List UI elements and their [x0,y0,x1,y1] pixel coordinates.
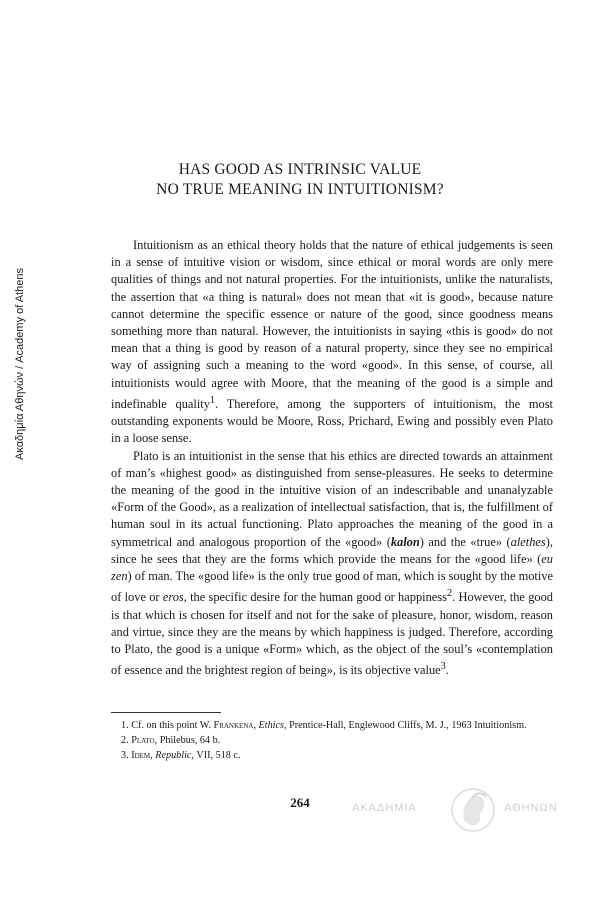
fn1-pre: 1. Cf. on this point W. [121,720,214,731]
term-eu-zen: eu zen [111,551,553,583]
fn2-post: , Philebus, 64 b. [154,735,221,746]
title-line-1: HAS GOOD AS INTRINSIC VALUE [178,161,422,178]
p2-text-g: . [445,663,449,678]
fn3-post: , VII, 518 c. [191,750,241,761]
footnotes [111,718,553,763]
watermark-text-left: ΑΚΑΔΗΜΙΑ [352,802,417,814]
article-body [111,237,553,679]
archive-side-label-text: Ακαδημία Αθηνών / Academy of Athens [14,267,26,460]
fn3-pre: 3. [121,750,132,761]
term-alethes: alethes [510,534,546,549]
footnote-2 [111,733,553,748]
p2-text-f: . However, the good is that which is chosen for itself and not for the sake of pleasure, honor, wisdom, reason and virtue, since they are the means by which happiness is judged. Therefore, according to Plato, the good is a unique «Form» which, as the object of the soul’s «contemplation of essence and the brightest region of being», is its objective value [111,590,553,678]
term-eros: eros [162,590,184,605]
title-line-2: NO TRUE MEANING IN INTUITIONISM? [156,181,444,198]
page-number: 264 [290,795,310,810]
p2-text-a: Plato is an intuitionist in the sense that his ethics are directed towards an attainment of man’s «highest good» as distinguished from sense-pleasures. He seeks to determine the meaning of the good in the intuitive vision of an indescribable and unanalyzable «Form of the Good», as a realization of intellectual satisfaction, that is, the fulfillment of human soul in its actual functioning. Plato approaches the meaning of the good in a symmetrical and analogous proportion of the «good» ( [111,448,553,549]
fn3-author: Idem [131,750,151,761]
term-kalon: kalon [390,534,420,549]
footnote-3 [111,748,553,763]
footnote-1 [111,718,553,733]
footnote-ref-3: 3 [440,661,446,673]
p2-text-b: ) and the «true» ( [419,534,511,549]
paragraph-2 [111,448,553,680]
p1-text-b: . Therefore, among the supporters of intuitionism, the most outstanding exponents would be Moore, Ross, Prichard, Ewing and possibly even Plato in a loose sense. [111,396,553,446]
fn2-pre: 2. [121,735,132,746]
archive-side-label [14,240,34,460]
footnote-ref-2: 2 [446,588,453,600]
article-title [100,160,500,200]
fn1-work: Ethics [258,720,284,731]
athena-seal-icon [450,786,496,834]
fn2-author: Plato [131,735,155,746]
footnote-ref-1: 1 [209,394,216,406]
academy-watermark [352,786,572,836]
p1-text-a: Intuitionism as an ethical theory holds that the nature of ethical judgements is seen in a sense of intuitive vision or wisdom, since ethical or moral words are only mere qualities of things and not natural properties. For the intuitionists, unlike the naturalists, the assertion that «a thing is natural» does not mean that «it is good», because nature cannot determine the specific essence or nature of the good, since goodness means something more than natural. However, the intuitionists in saying «this is good» do not mean that a thing is good by reason of a natural property, since they see no empirical way of assigning such a meaning to the word «good». In this sense, of course, all intuitionists would agree with Moore, that the meaning of the good is a simple and indefinable quality [111,238,553,411]
fn3-sep: , [150,750,156,761]
p2-text-e: , the specific desire for the human good or happiness [183,590,447,605]
p2-text-c: ), since he sees that they are the forms which provide the means for the «good life» ( [111,534,553,566]
fn1-author: Frankena [213,720,254,731]
fn3-work: Republic [155,750,192,761]
footnote-rule [111,712,221,713]
p2-text-d: ) of man. The «good life» is the only true good of man, which is sought by the motive of love or [111,568,553,605]
watermark-text-right: ΑΘΗΝΩΝ [504,802,558,814]
fn1-sep: , [253,720,259,731]
fn1-post: , Prentice-Hall, Englewood Cliffs, M. J., 1963 Intuitionism. [284,720,527,731]
paragraph-1 [111,237,553,448]
